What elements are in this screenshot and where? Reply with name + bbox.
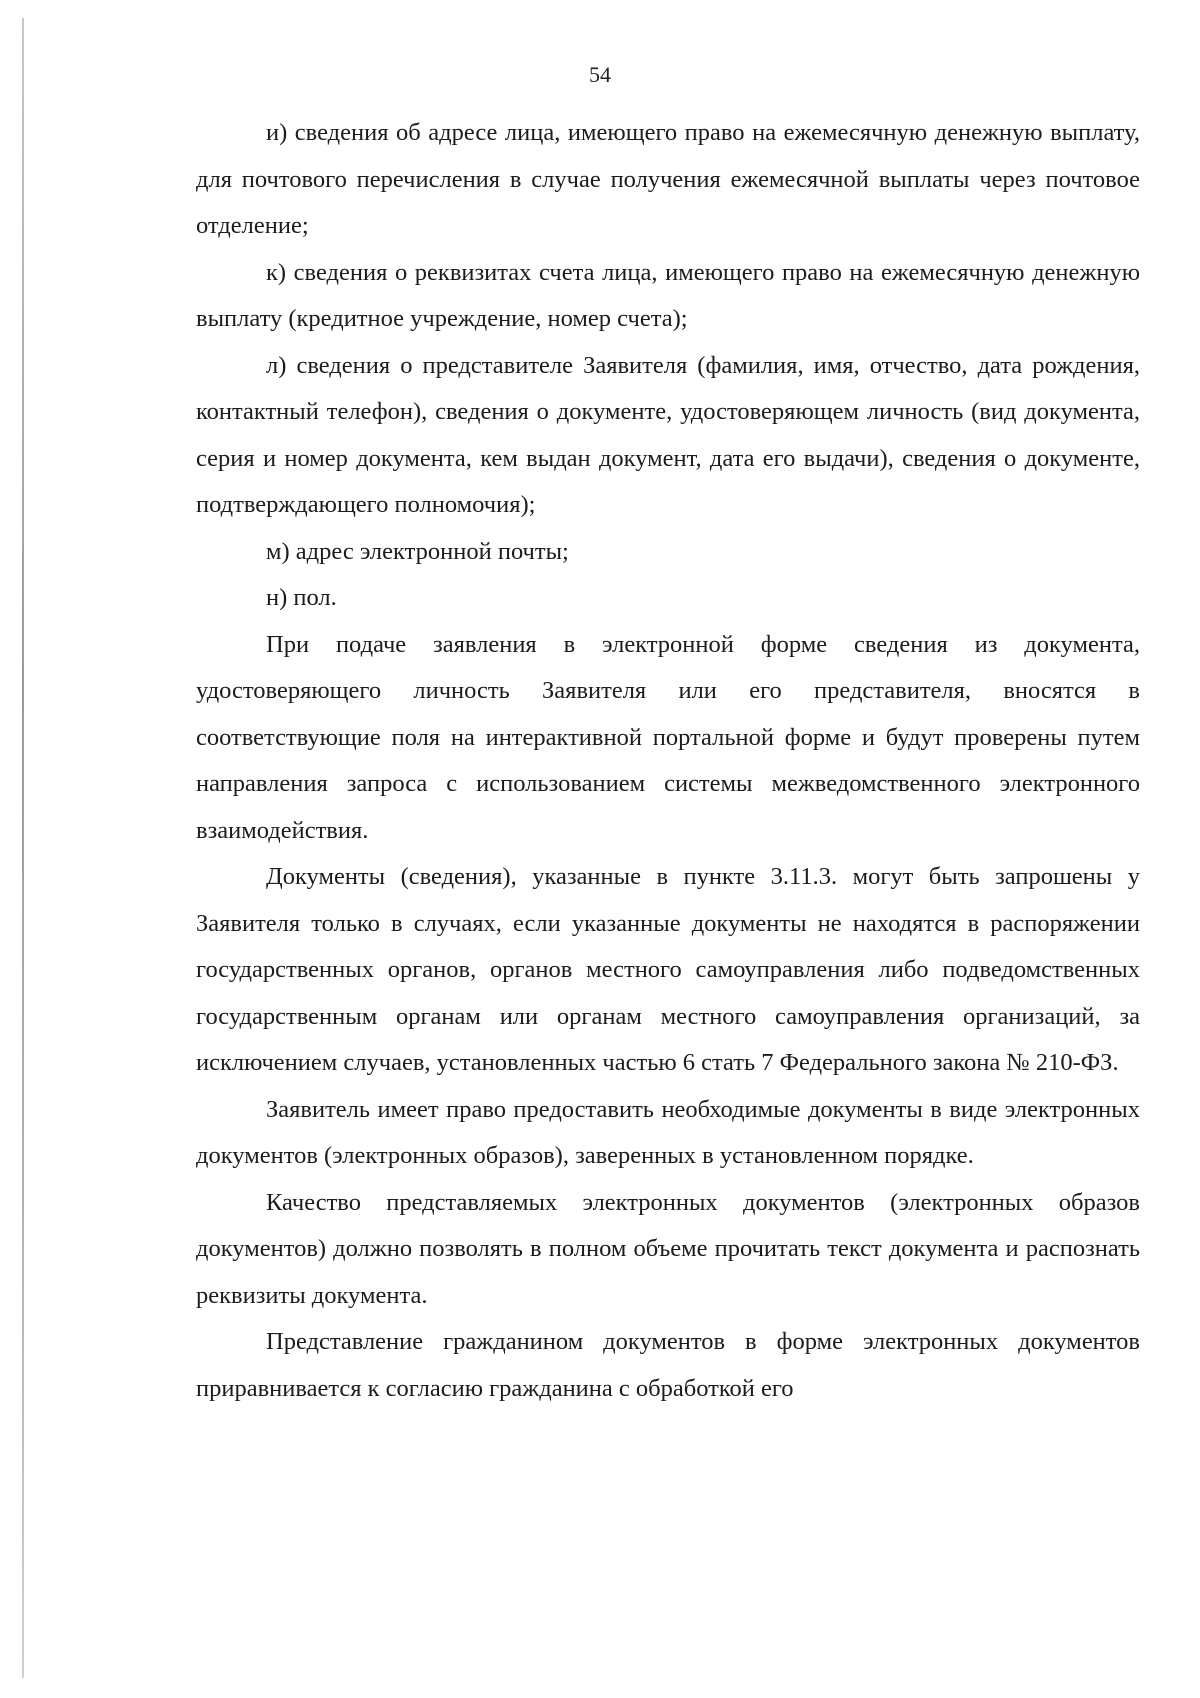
paragraph-documents-request: Документы (сведения), указанные в пункте 3.11.3. могут быть запрошены у Заявителя только в случаях, если указанные документы не находятся в распоряжении государственных органов, органов местного самоуправления либо подведомственных государственным органам или органам местного самоуправления организаций, за исключением случаев, установленных частью 6 стать 7 Федерального закона № 210-ФЗ. [196,863,1140,1076]
paragraph-item-k: к) сведения о реквизитах счета лица, имеющего право на ежемесячную денежную выплату (кредитное учреждение, номер счета); [196,258,1140,332]
document-body [196,110,1140,1412]
paragraph-applicant-right: Заявитель имеет право предоставить необходимые документы в виде электронных документов (электронных образов), заверенных в установленном порядке. [196,1095,1140,1169]
scan-edge-line [22,18,24,1678]
page-number: 54 [589,62,611,87]
paragraph-item-l: л) сведения о представителе Заявителя (фамилия, имя, отчество, дата рождения, контактный телефон), сведения о документе, удостоверяющем личность (вид документа, серия и номер документа, кем выдан документ, дата его выдачи), сведения о документе, подтверждающего полномочия); [196,351,1140,518]
paragraph-item-n: н) пол. [266,584,337,611]
paragraph-document-quality: Качество представляемых электронных документов (электронных образов документов) должно позволять в полном объеме прочитать текст документа и распознать реквизиты документа. [196,1188,1140,1309]
paragraph-item-m: м) адрес электронной почты; [266,537,569,565]
paragraph-item-i: и) сведения об адресе лица, имеющего право на ежемесячную денежную выплату, для почтового перечисления в случае получения ежемесячной выплаты через почтовое отделение; [196,119,1140,239]
paragraph-consent: Представление гражданином документов в форме электронных документов приравнивается к согласию гражданина с обработкой его [196,1328,1140,1402]
paragraph-electronic-application: При подаче заявления в электронной форме сведения из документа, удостоверяющего личность Заявителя или его представителя, вносятся в соответствующие поля на интерактивной портальной форме и будут проверены путем направления запроса с использованием системы межведомственного электронного взаимодействия. [196,630,1140,844]
